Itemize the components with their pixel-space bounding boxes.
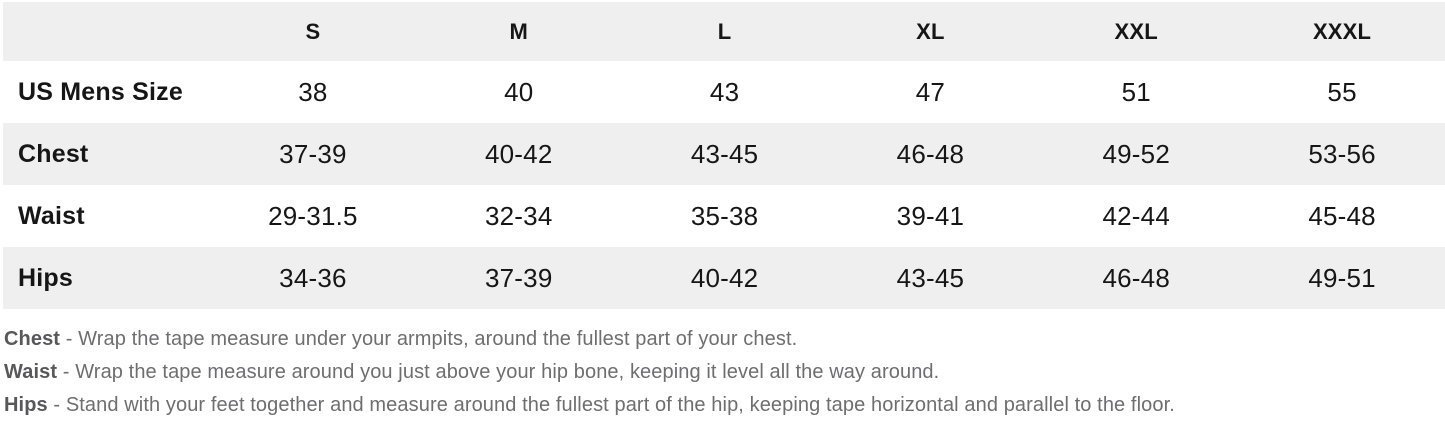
table-cell: 32-34: [484, 200, 553, 231]
column-header-l: L: [717, 18, 732, 44]
table-cell: 40-42: [690, 262, 759, 293]
note-separator: -: [60, 328, 79, 350]
table-cell: 39-41: [896, 200, 965, 231]
note-term: Chest: [4, 328, 61, 350]
table-cell: 46-48: [1102, 262, 1170, 293]
table-cell: 37-39: [484, 262, 553, 293]
size-chart-table: [3, 2, 1445, 309]
row-label: Waist: [18, 201, 85, 230]
table-cell: 40-42: [484, 138, 553, 169]
column-header-xxl: XXL: [1114, 18, 1158, 44]
table-cell: 47: [915, 76, 946, 107]
column-header-m: M: [509, 18, 528, 44]
note-separator: -: [47, 394, 66, 416]
table-row-waist: [3, 185, 1445, 247]
table-cell: 49-51: [1308, 262, 1376, 293]
table-row-chest: [3, 123, 1445, 185]
note-chest: [4, 323, 1445, 356]
note-separator: -: [57, 361, 76, 383]
table-cell: 49-52: [1102, 138, 1170, 169]
table-cell: 37-39: [279, 138, 347, 169]
table-cell: 43: [709, 76, 740, 107]
column-header-xl: XL: [916, 18, 945, 44]
row-label: Chest: [18, 139, 89, 168]
table-cell: 46-48: [896, 138, 965, 169]
table-cell: 51: [1121, 76, 1151, 107]
row-label: Hips: [18, 263, 73, 292]
note-hips: [4, 389, 1445, 422]
table-row-us-mens-size: [3, 61, 1445, 123]
column-header-s: S: [305, 18, 321, 44]
note-text: Stand with your feet together and measure around the fullest part of the hip, keeping tape horizontal and parallel to the floor.: [65, 394, 1175, 416]
table-cell: 45-48: [1308, 200, 1376, 231]
table-cell: 35-38: [690, 200, 759, 231]
table-header-row: [3, 2, 1445, 61]
size-chart-page: [0, 2, 1445, 422]
note-text: Wrap the tape measure under your armpits, around the fullest part of your chest.: [78, 328, 798, 350]
note-term: Waist: [4, 361, 58, 383]
table-cell: 29-31.5: [268, 200, 358, 231]
note-text: Wrap the tape measure around you just above your hip bone, keeping it level all the way around.: [75, 361, 940, 383]
table-cell: 55: [1327, 76, 1357, 107]
table-cell: 42-44: [1102, 200, 1170, 231]
table-cell: 43-45: [690, 138, 759, 169]
measurement-notes: [4, 323, 1445, 422]
table-row-hips: [3, 247, 1445, 309]
note-waist: [4, 356, 1445, 389]
table-cell: 34-36: [279, 262, 347, 293]
row-label: US Mens Size: [18, 77, 183, 106]
table-cell: 43-45: [896, 262, 965, 293]
column-header-xxxl: XXXL: [1312, 18, 1372, 44]
table-cell: 53-56: [1308, 138, 1376, 169]
table-cell: 38: [298, 76, 328, 107]
table-cell: 40: [504, 76, 534, 107]
note-term: Hips: [4, 394, 48, 416]
